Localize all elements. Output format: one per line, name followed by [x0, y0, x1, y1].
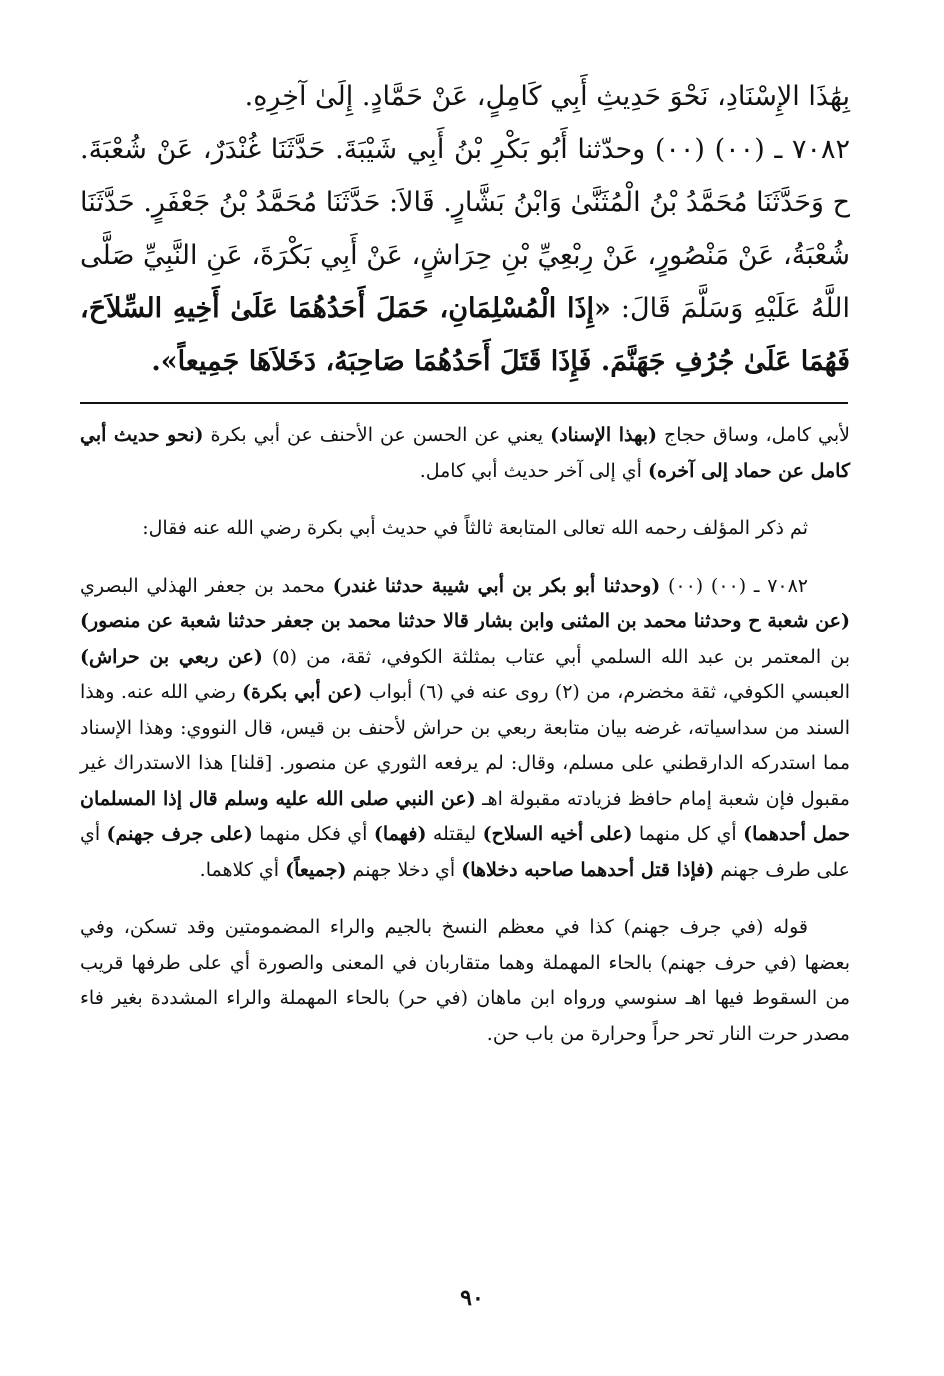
commentary-paragraph-4: قوله (في جرف جهنم) كذا في معظم النسخ بالجيم والراء المضمومتين وقد تسكن، وفي بعضها (في حرف جهنم) بالحاء المهملة وهما متقاربان في المعنى والصورة أي على طرفها قريب من السقوط فيها اهـ سنوسي ورواه ابن ماهان (في حر) بالحاء المهملة والراء المشددة بغير فاء مصدر حرت النار تحر حراً وحرارة من باب حن.	[80, 916, 850, 1045]
commentary-text: العبسي الكوفي، ثقة مخضرم، من (٢) روى عنه في (٦) أبواب	[362, 681, 851, 703]
quoted-text: (عن شعبة ح وحدثنا محمد بن المثنى وابن بشار قالا حدثنا محمد بن جعفر حدثنا شعبة عن منصور)	[80, 610, 850, 632]
commentary-text: رضي الله عنه. وهذا السند من سداسياته، غرضه بيان متابعة ربعي بن حراش لأحنف بن قيس، قال النووي: وهذا الإسناد مما استدركه الدارقطني على مسلم، وقال: لم يرفعه الثوري عن منصور. [قلنا] هذا الاستدراك غير مقبول فإن شعبة إمام حافظ فزيادته مقبولة اهـ	[80, 681, 850, 810]
quoted-text: (جميعاً)	[285, 858, 347, 881]
commentary-text: أي فكل منهما	[252, 823, 374, 845]
quoted-text: (فإذا قتل أحدهما صاحبه دخلاها)	[461, 858, 715, 881]
commentary-text: ٧٠٨٢ ـ (٠٠) (٠٠)	[660, 574, 809, 597]
quoted-text: (عن النبي صلى الله عليه وسلم قال إذا المسلمان حمل أحدهما)	[80, 787, 850, 845]
footnote-divider	[80, 402, 848, 404]
commentary-text: يعني عن الحسن عن الأحنف عن أبي بكرة	[203, 424, 551, 446]
quoted-text: (على أخيه السلاح)	[482, 823, 633, 845]
commentary-text: ليقتله	[426, 823, 483, 845]
commentary-text: أي كلاهما.	[199, 858, 286, 881]
quoted-text: (بهذا الإسناد)	[550, 424, 657, 446]
hadith-matn: «إِذَا الْمُسْلِمَانِ، حَمَلَ أَحَدُهُمَا عَلَىٰ أَخِيهِ السِّلاَحَ، فَهُمَا عَلَىٰ جُرُفِ جَهَنَّمَ. فَإِذَا قَتَلَ أَحَدُهُمَا صَاحِبَهُ، دَخَلاَهَا جَمِيعاً».	[80, 293, 850, 377]
quoted-text: (نحو حديث أبي كامل عن حماد إلى آخره)	[80, 424, 850, 482]
commentary-text: محمد بن جعفر الهذلي البصري	[80, 574, 333, 597]
hadith-7082	[80, 123, 850, 388]
commentary-paragraph-1	[80, 418, 850, 489]
quoted-text: (عن أبي بكرة)	[242, 681, 363, 703]
commentary-paragraph-3	[80, 569, 850, 889]
commentary-text: أي دخلا جهنم	[346, 858, 462, 881]
commentary-text: أي كل منهما	[632, 823, 744, 845]
commentary-text: أي إلى آخر حديث أبي كامل.	[419, 459, 648, 482]
hadith-chain-end: بِهَٰذَا الإِسْنَادِ، نَحْوَ حَدِيثِ أَبِي كَامِلٍ، عَنْ حَمَّادٍ. إِلَىٰ آخِرِهِ.	[244, 81, 850, 112]
commentary-paragraph-2: ثم ذكر المؤلف رحمه الله تعالى المتابعة ثالثاً في حديث أبي بكرة رضي الله عنه فقال:	[142, 517, 808, 539]
commentary-section	[80, 418, 850, 1070]
quoted-text: (وحدثنا أبو بكر بن أبي شيبة حدثنا غندر)	[332, 574, 661, 597]
hadith-isnad: ٧٠٨٢ ـ (٠٠) (٠٠) وحدّثنا أَبُو بَكْرِ بْنُ أَبِي شَيْبَةَ. حَدَّثَنَا غُنْدَرٌ، عَنْ شُعْبَةَ. ح وَحَدَّثَنَا مُحَمَّدُ بْنُ الْمُثَنَّىٰ وَابْنُ بَشَّارٍ. قَالاَ: حَدَّثَنَا مُحَمَّدُ بْنُ جَعْفَرٍ. حَدَّثَنَا شُعْبَةُ، عَنْ مَنْصُورٍ، عَنْ رِبْعِيِّ بْنِ حِرَاشٍ، عَنْ أَبِي بَكْرَةَ، عَنِ النَّبِيِّ صَلَّى اللَّهُ عَلَيْهِ وَسَلَّمَ قَالَ:	[80, 134, 851, 324]
quoted-text: (فهما)	[373, 823, 427, 845]
hadith-section	[80, 70, 850, 388]
hadith-text	[80, 70, 850, 388]
commentary-text: بن المعتمر بن عبد الله السلمي أبي عتاب بمثلثة الكوفي، ثقة، من (٥)	[262, 645, 850, 668]
commentary-text: أي على طرف جهنم	[80, 823, 850, 881]
quoted-text: (عن ربعي بن حراش)	[80, 645, 263, 668]
page-number: ٩٠	[460, 1285, 484, 1311]
quoted-text: (على جرف جهنم)	[106, 823, 253, 845]
commentary-text: لأبي كامل، وساق حجاج	[656, 424, 850, 446]
